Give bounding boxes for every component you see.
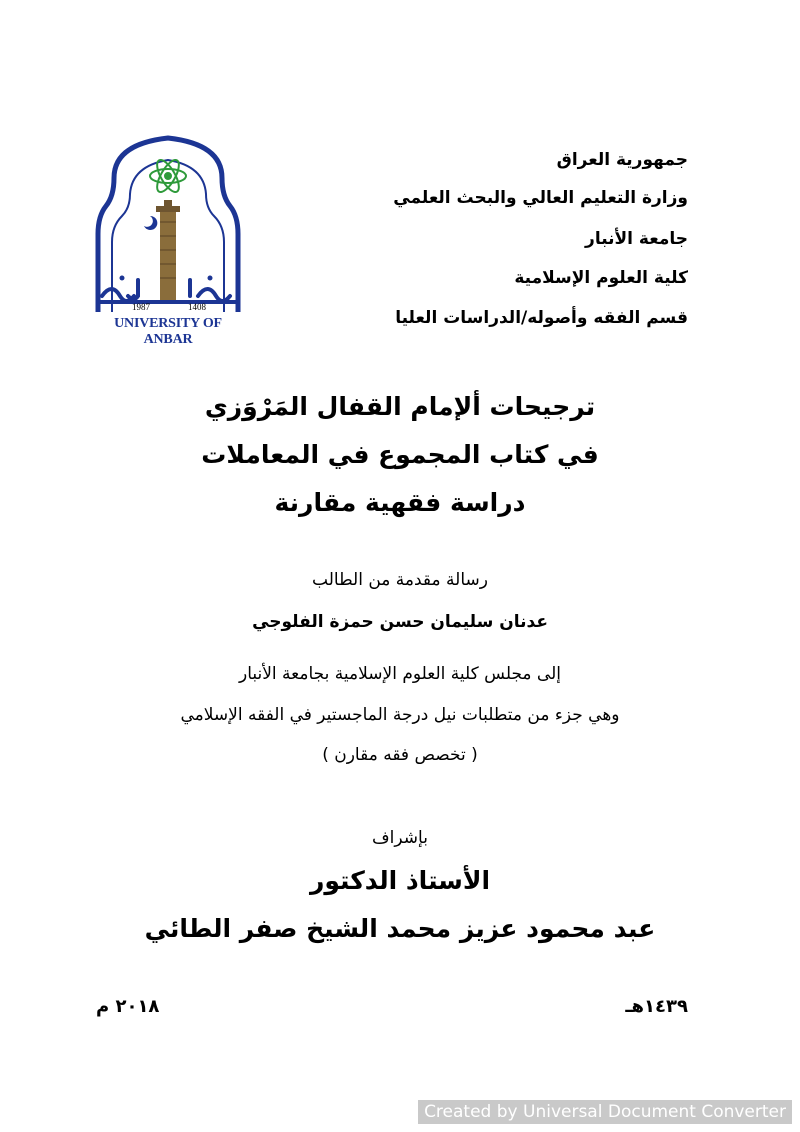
header-ministry: وزارة التعليم العالي والبحث العلمي xyxy=(393,188,688,208)
header-country: جمهورية العراق xyxy=(556,150,688,170)
header-department: قسم الفقه وأصوله/الدراسات العليا xyxy=(395,308,688,328)
logo-emblem-icon xyxy=(92,130,244,316)
thesis-title-line2: في كتاب المجموع في المعاملات xyxy=(201,440,599,469)
university-logo xyxy=(92,130,244,347)
degree-requirement: وهي جزء من متطلبات نيل درجة الماجستير في الفقه الإسلامي xyxy=(180,705,620,725)
submitted-to-council: إلى مجلس كلية العلوم الإسلامية بجامعة الأنبار xyxy=(238,664,561,684)
date-gregorian: ٢٠١٨ م xyxy=(96,996,160,1017)
logo-university-name: UNIVERSITY OF ANBAR xyxy=(114,316,222,347)
supervisor-rank: الأستاذ الدكتور xyxy=(309,866,491,895)
presented-by: رسالة مقدمة من الطالب xyxy=(312,570,488,590)
header-university: جامعة الأنبار xyxy=(585,229,688,249)
specialization: ( تخصص فقه مقارن ) xyxy=(322,745,478,765)
thesis-title-line3: دراسة فقهية مقارنة xyxy=(274,488,526,517)
date-hijri: ١٤٣٩هـ xyxy=(625,996,688,1017)
thesis-title-line1: ترجيحات ألإمام القفال المَرْوَزي xyxy=(204,392,596,421)
header-college: كلية العلوم الإسلامية xyxy=(514,268,688,288)
logo-year-hijri: 1408 xyxy=(188,302,206,312)
supervision-label: بإشراف xyxy=(372,828,428,848)
converter-watermark: Created by Universal Document Converter xyxy=(418,1100,792,1124)
supervisor-name: عبد محمود عزيز محمد الشيخ صفر الطائي xyxy=(144,914,656,943)
student-name: عدنان سليمان حسن حمزة الفلوجي xyxy=(252,612,548,632)
logo-year-gregorian: 1987 xyxy=(132,302,150,312)
